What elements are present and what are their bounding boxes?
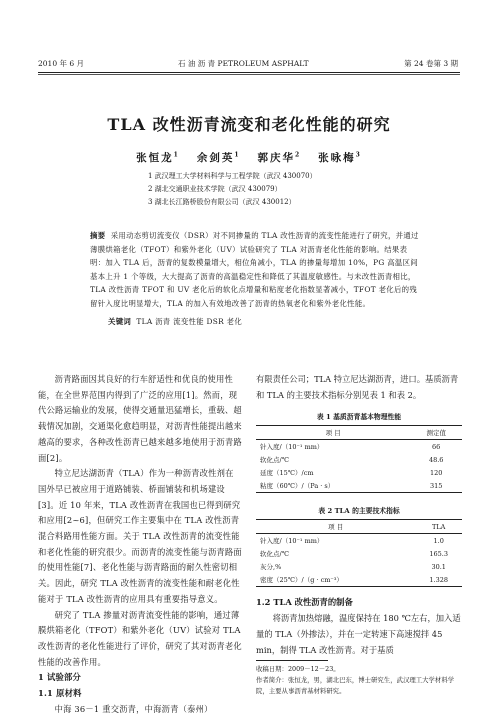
table-cell: 48.6	[428, 455, 444, 464]
table-cell: 密度（25℃）/（g · cm⁻³）	[260, 576, 343, 585]
author-name: 张恒龙	[136, 152, 174, 164]
table-cell: 软化点/℃	[260, 550, 289, 559]
subsection-heading: 1.1 原材料	[38, 688, 82, 699]
table-cell: 120	[429, 468, 443, 477]
table-row	[256, 440, 462, 454]
table-row	[256, 479, 462, 493]
table-caption: 表 1 基质沥青基本物理性能	[316, 413, 402, 422]
keywords-label: 关键词	[108, 317, 132, 326]
header-rule	[38, 72, 460, 73]
keywords	[108, 316, 242, 327]
table-cell: 1.0	[433, 536, 444, 545]
header-rule-thin	[38, 74, 460, 75]
table-row	[256, 466, 462, 479]
table-base-asphalt	[256, 425, 462, 493]
subsection-heading: 1.2 TLA 改性沥青的制备	[256, 597, 353, 608]
table-row	[256, 547, 462, 560]
header-journal: 石 油 沥 青 PETROLEUM ASPHALT	[178, 59, 309, 68]
body-paragraph: 有限责任公司；TLA 特立尼达湖沥青，进口。基质沥青和 TLA 的主要技术指标分别见表 1 和表 2。	[256, 374, 459, 400]
body-right-column	[256, 372, 462, 658]
intro-paragraph: 沥青路面因其良好的行车舒适性和优良的使用性能，在全世界范围内得到了广泛的应用[1]。然而，现代公路运输业的发展，使得交通量迅猛增长，重载、超载情况加剧，交通渠化愈趋明显，对沥青性能提出越来越高的要求，各种改性沥青已越来越多地使用于沥青路面[2]。	[38, 374, 242, 463]
table-cell: 66	[432, 442, 441, 451]
table-row	[256, 560, 462, 573]
table-row	[256, 453, 462, 466]
footnote-rule	[256, 660, 328, 661]
table-cell: 针入度/（10⁻¹ mm）	[260, 443, 324, 452]
affiliation: 3 湖北长江路桥股份有限公司（武汉 430012）	[148, 198, 296, 206]
table-caption: 表 2 TLA 的主要技术指标	[318, 507, 400, 516]
section-heading: 1 试验部分	[38, 672, 82, 683]
abstract	[90, 229, 420, 310]
abstract-text: 采用动态剪切流变仪（DSR）对不同掺量的 TLA 改性沥青的流变性能进行了研究，并通过薄膜烘箱老化（TFOT）和紫外老化（UV）试验研究了 TLA 对沥青老化性能的影响。结果表明：加入 TLA 后，沥青的复数模量增大，相位角减小，TLA 的掺量每增加 10%，PG 高温区间基本上升 1 个等级，大大提高了沥青的高温稳定性和降低了其温度敏感性。与未改性沥青相比，TLA 改性沥青 TFOT 和 UV 老化后的软化点增量和粘度老化指数显著减小，TFOT 老化后的残留针入度比明显增大，TLA 的加入有效地改善了沥青的热氧老化和紫外老化性能。	[90, 231, 419, 308]
body-paragraph: 中海 36－1 重交沥青，中海沥青（泰州）	[54, 703, 213, 714]
intro-paragraph: 特立尼达湖沥青（TLA）作为一种沥青改性剂在国外早已被应用于道路铺装、桥面铺装和机场建设[3]。近 10 年来，TLA 改性沥青在我国也已得到研究和应用[2~6]，但研究工作主要集中在 TLA 改性沥青混合料路用性能方面。关于 TLA 改性沥青的流变性能和老化性能的研究很少。而沥青的流变性能与沥青路面的使用性能[7]、老化性能与沥青路面的耐久性密切相关。因此，研究 TLA 改性沥青的流变性能和耐老化性能对于 TLA 改性沥青的应用具有重要指导意义。	[38, 468, 242, 604]
author-affil-mark: 1	[173, 151, 180, 159]
table-cell: 粘度（60℃）/（Pa · s）	[260, 482, 335, 491]
intro-paragraph: 研究了 TLA 掺量对沥青流变性能的影响，通过薄膜烘箱老化（TFOT）和紫外老化（UV）试验对 TLA 改性沥青的老化性能进行了评价，研究了其对沥青老化性能的改善作用。	[38, 609, 242, 667]
table-cell: 315	[429, 481, 443, 490]
table-cell: 30.1	[431, 562, 446, 571]
table-cell: 165.3	[429, 549, 448, 558]
keywords-text: TLA 沥青 流变性能 DSR 老化	[136, 317, 243, 326]
table-header: 项 目	[328, 523, 344, 532]
table-cell: 针入度/（10⁻¹ mm）	[260, 537, 324, 546]
footnote-received: 收稿日期：2009－12－23。	[256, 665, 340, 673]
table-header: TLA	[432, 522, 446, 531]
header-volume: 第 24 卷第 3 期	[404, 59, 458, 68]
footnote	[256, 664, 462, 697]
paper-title: TLA 改性沥青流变和老化性能的研究	[107, 115, 391, 134]
author-name: 郭庆华	[257, 152, 295, 164]
author-affil-mark: 2	[294, 151, 302, 159]
table-header: 测定值	[426, 429, 446, 438]
body-left-column	[38, 372, 242, 717]
table-header: 项 目	[325, 429, 341, 438]
table-cell: 软化点/℃	[260, 456, 289, 465]
author-name: 余剑英	[196, 152, 235, 164]
header-date: 2010 年 6 月	[38, 59, 85, 68]
table-cell: 延度（15℃）/cm	[260, 469, 314, 478]
table-row	[256, 573, 462, 587]
abstract-label: 摘要	[90, 231, 106, 240]
table-tla	[256, 519, 462, 587]
body-paragraph: 将沥青加热熔融，温度保持在 180 ℃左右，加入适量的 TLA（外掺法），并在一定转速下高速搅拌 45 min，制得 TLA 改性沥青。对于基质	[256, 613, 461, 655]
author-name: 张咏梅	[318, 152, 356, 164]
affiliation: 1 武汉理工大学材料科学与工程学院（武汉 430070）	[148, 172, 317, 180]
footnote-author-intro: 作者简介：张恒龙，男，湖北巴东，博士研究生，武汉理工大学材料学院，主要从事沥青基材料研究。	[256, 676, 455, 695]
affiliation: 2 湖北交通职业技术学院（武汉 430079）	[148, 185, 282, 193]
running-header	[38, 58, 458, 72]
table-cell: 灰分,%	[260, 563, 282, 572]
author-affil-mark: 1	[234, 151, 241, 159]
author-list	[0, 150, 498, 165]
table-cell: 1.328	[429, 575, 448, 584]
table-row	[256, 534, 462, 548]
author-affil-mark: 3	[355, 151, 362, 159]
